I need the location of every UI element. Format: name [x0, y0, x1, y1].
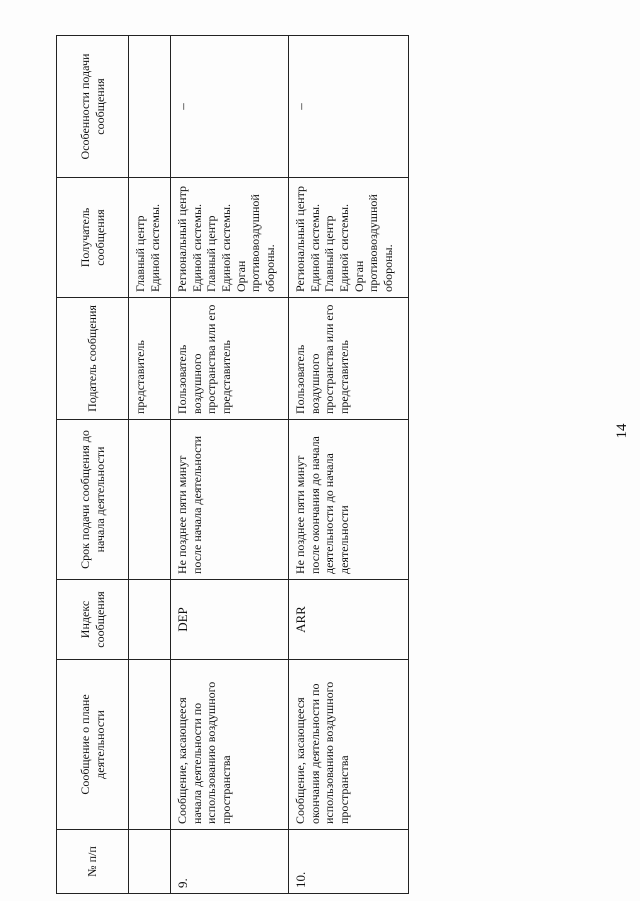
header-index: Индекс сообщения: [57, 580, 129, 660]
cell-index: [129, 580, 171, 660]
table-row: [171, 36, 289, 894]
cell-sender: Пользователь воздушного пространства или его представитель: [171, 298, 289, 420]
cell-features: [129, 36, 171, 178]
recipient-line: Главный центр Единой системы.: [322, 203, 351, 292]
recipient-line: Региональный центр Единой системы.: [293, 186, 322, 292]
cell-recipient: [289, 178, 409, 298]
cell-message: [129, 660, 171, 830]
cell-index: DEP: [171, 580, 289, 660]
cell-index: ARR: [289, 580, 409, 660]
cell-recipient: [171, 178, 289, 298]
page-number: 14: [614, 423, 630, 439]
header-num: № п/п: [57, 830, 129, 894]
cell-num: 10.: [289, 830, 409, 894]
table-row: [129, 36, 171, 894]
recipient-line: Орган противовоздушной обороны.: [351, 194, 395, 292]
cell-num: 9.: [171, 830, 289, 894]
recipient-line: Главный центр Единой системы.: [133, 203, 162, 292]
cell-deadline: Не позднее пяти минут после начала деятельности: [171, 420, 289, 580]
cell-deadline: Не позднее пяти минут после окончания до начала деятельности до начала деятельности: [289, 420, 409, 580]
cell-num: [129, 830, 171, 894]
cell-message: Сообщение, касающееся окончания деятельности по использованию воздушного пространства: [289, 660, 409, 830]
recipient-line: Орган противовоздушной обороны.: [233, 194, 277, 292]
header-features: Особенности подачи сообщения: [57, 36, 129, 178]
header-recipient: Получатель сообщения: [57, 178, 129, 298]
cell-features: –: [289, 36, 409, 178]
recipient-line: Региональный центр Единой системы.: [175, 186, 204, 292]
cell-sender: Пользователь воздушного пространства или его представитель: [289, 298, 409, 420]
header-message: Сообщение о плане деятельности: [57, 660, 129, 830]
recipient-line: Главный центр Единой системы.: [204, 203, 233, 292]
header-row: [57, 36, 129, 894]
cell-recipient: [129, 178, 171, 298]
message-table: [56, 35, 409, 894]
header-sender: Податель сообщения: [57, 298, 129, 420]
cell-features: –: [171, 36, 289, 178]
cell-sender: представитель: [129, 298, 171, 420]
table-row: [289, 36, 409, 894]
document-table-rotated: [56, 36, 408, 894]
cell-deadline: [129, 420, 171, 580]
header-deadline: Срок подачи сообщения до начала деятельности: [57, 420, 129, 580]
cell-message: Сообщение, касающееся начала деятельности по использованию воздушного пространства: [171, 660, 289, 830]
